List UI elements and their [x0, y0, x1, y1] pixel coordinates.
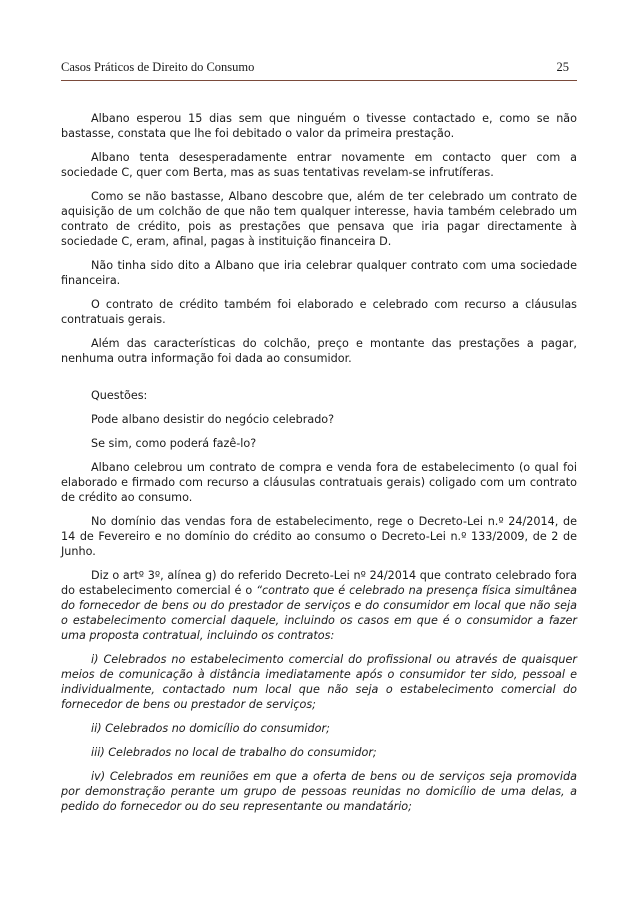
paragraph: O contrato de crédito também foi elaborado e celebrado com recurso a cláusulas contratuais gerais. — [61, 298, 577, 326]
list-item: i) Celebrados no estabelecimento comercial do profissional ou através de quaisquer meios de comunicação à distância imediatamente após o consumidor ter sido, pessoal e individualmente, contactado num local que não seja o estabelecimento comercial do fornecedor de bens ou prestador de serviços; — [61, 653, 577, 711]
paragraph: Além das características do colchão, preço e montante das prestações a pagar, nenhuma outra informação foi dada ao consumidor. — [61, 337, 577, 365]
list-item: iii) Celebrados no local de trabalho do consumidor; — [91, 746, 377, 759]
questions-heading: Questões: — [91, 389, 148, 402]
article-quote: “contrato que é celebrado na presença física simultânea do fornecedor de bens ou do prestador de serviços e do consumidor em local que não seja o estabelecimento comercial daquele, incluindo os casos em que é o consumidor a fazer uma proposta contratual, incluindo os contratos: — [61, 584, 577, 642]
document-body — [61, 111, 577, 823]
paragraph: Albano tenta desesperadamente entrar novamente em contacto quer com a sociedade C, quer com Berta, mas as suas tentativas revelam-se infrutíferas. — [61, 151, 577, 179]
running-header — [61, 60, 577, 80]
question: Se sim, como poderá fazê-lo? — [91, 437, 257, 450]
header-title: Casos Práticos de Direito do Consumo — [61, 60, 255, 74]
list-item: ii) Celebrados no domicílio do consumidor; — [91, 722, 330, 735]
paragraph: Albano celebrou um contrato de compra e venda fora de estabelecimento (o qual foi elaborado e firmado com recurso a cláusulas contratuais gerais) coligado com um contrato de crédito ao consumo. — [61, 461, 577, 504]
header-rule — [61, 80, 577, 81]
paragraph: Não tinha sido dito a Albano que iria celebrar qualquer contrato com uma sociedade financeira. — [61, 259, 577, 287]
article-paragraph — [61, 568, 577, 643]
page-number: 25 — [556, 60, 569, 74]
article-intro: Diz o artº 3º, alínea g) do referido Decreto-Lei nº 24/2014 que contrato celebrado fora do estabelecimento comercial é o — [61, 569, 577, 597]
question: Pode albano desistir do negócio celebrado? — [91, 413, 335, 426]
paragraph: No domínio das vendas fora de estabelecimento, rege o Decreto-Lei n.º 24/2014, de 14 de Fevereiro e no domínio do crédito ao consumo o Decreto-Lei n.º 133/2009, de 2 de Junho. — [61, 515, 577, 558]
list-item: iv) Celebrados em reuniões em que a oferta de bens ou de serviços seja promovida por demonstração perante um grupo de pessoas reunidas no domicílio de uma delas, a pedido do fornecedor ou do seu representante ou mandatário; — [61, 770, 577, 813]
paragraph: Como se não bastasse, Albano descobre que, além de ter celebrado um contrato de aquisição de um colchão de que não tem qualquer interesse, havia também celebrado um contrato de crédito, pois as prestações que pensava que iria pagar directamente à sociedade C, eram, afinal, pagas à instituição financeira D. — [61, 190, 577, 248]
paragraph: Albano esperou 15 dias sem que ninguém o tivesse contactado e, como se não bastasse, constata que lhe foi debitado o valor da primeira prestação. — [61, 112, 577, 140]
